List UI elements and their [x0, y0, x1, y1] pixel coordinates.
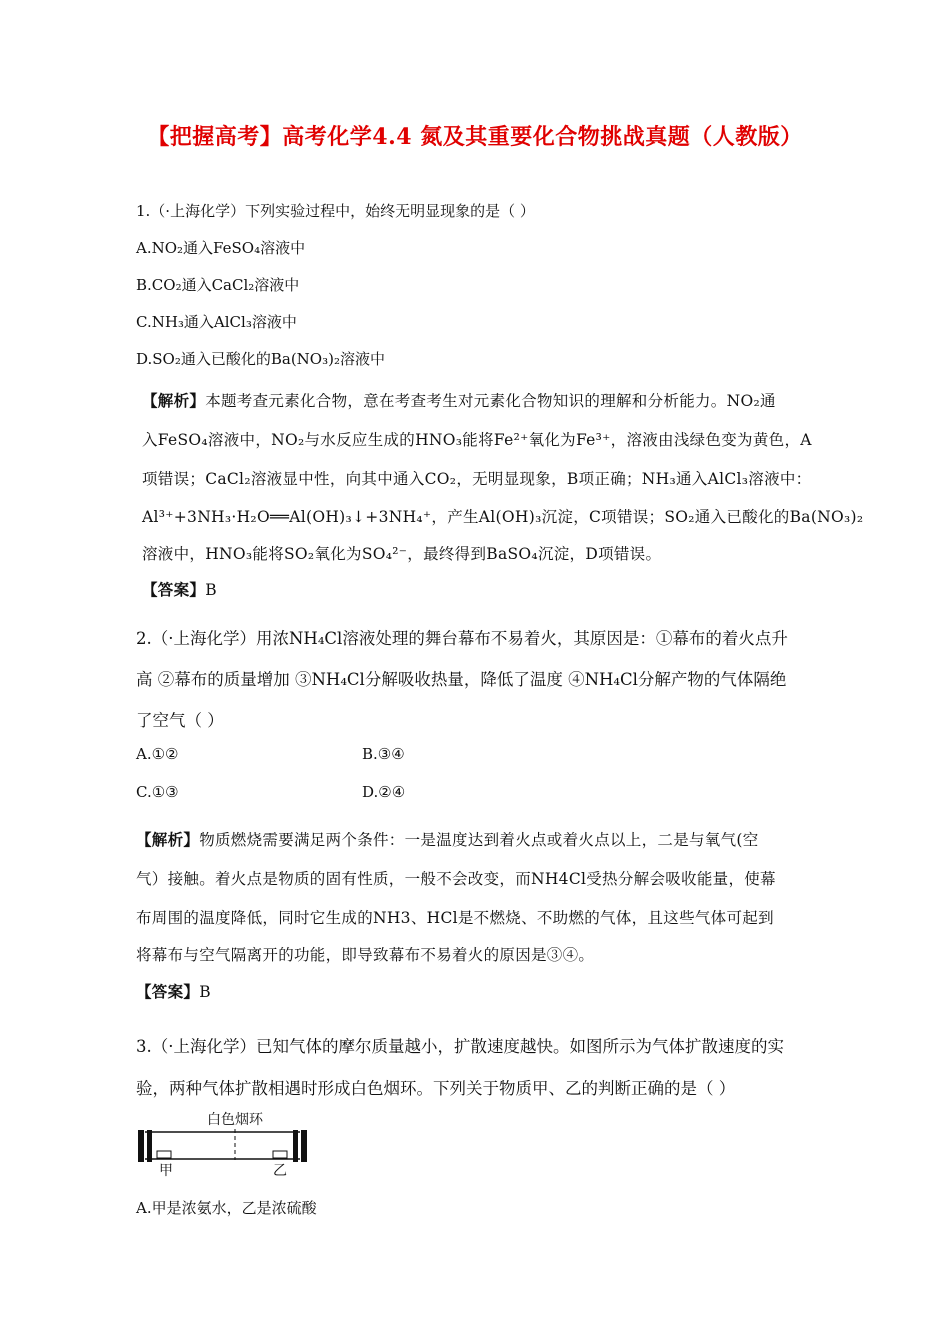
q1-option-c: C.NH₃通入AlCl₃溶液中	[136, 313, 297, 331]
q3-stem-line: 验，两种气体扩散相遇时形成白色烟环。下列关于物质甲、乙的判断正确的是（ ）	[136, 1079, 736, 1098]
q1-analysis-text: 本题考查元素化合物，意在考查考生对元素化合物知识的理解和分析能力。NO₂通	[205, 392, 776, 410]
q1-analysis-line: Al³⁺+3NH₃·H₂O══Al(OH)₃↓+3NH₄⁺，产生Al(OH)₃沉淀，C项错误；SO₂通入已酸化的Ba(NO₃)₂	[142, 508, 864, 526]
q1-answer	[142, 578, 217, 600]
q1-analysis-line	[142, 389, 776, 411]
right-stopper	[301, 1130, 307, 1162]
q2-analysis-text: 物质燃烧需要满足两个条件：一是温度达到着火点或着火点以上，二是与氧气(空	[199, 831, 759, 849]
q3-stem-line: 3.（·上海化学）已知气体的摩尔质量越小，扩散速度越快。如图所示为气体扩散速度的实	[136, 1037, 784, 1056]
q1-analysis-label: 【解析】	[142, 391, 206, 410]
q2-option-a: A.①②	[136, 745, 179, 763]
q2-option-d: D.②④	[362, 783, 406, 801]
q2-answer-label: 【答案】	[136, 982, 200, 1001]
q2-option-b: B.③④	[362, 745, 405, 763]
q1-answer-label: 【答案】	[142, 580, 206, 599]
q3-option-a: A.甲是浓氨水，乙是浓硫酸	[136, 1199, 317, 1217]
q1-option-a: A.NO₂通入FeSO₄溶液中	[136, 239, 306, 257]
left-stopper	[138, 1130, 144, 1162]
q2-analysis-line: 气）接触。着火点是物质的固有性质，一般不会改变，而NH4Cl受热分解会吸收能量，使幕	[136, 870, 776, 888]
ring-label: 白色烟环	[207, 1112, 263, 1128]
right-label: 乙	[273, 1163, 287, 1178]
left-stopper-inner	[147, 1130, 152, 1162]
q1-option-b: B.CO₂通入CaCl₂溶液中	[136, 276, 300, 294]
right-cotton	[273, 1151, 287, 1158]
q1-analysis-line: 入FeSO₄溶液中，NO₂与水反应生成的HNO₃能将Fe²⁺氧化为Fe³⁺，溶液由浅绿色变为黄色，A	[142, 431, 812, 449]
q2-stem-line: 2.（·上海化学）用浓NH₄Cl溶液处理的舞台幕布不易着火，其原因是：①幕布的着火点升	[136, 629, 788, 648]
q2-stem-line: 了空气（ ）	[136, 711, 224, 730]
q1-stem: 1.（·上海化学）下列实验过程中，始终无明显现象的是（ ）	[136, 202, 535, 220]
q2-analysis-line: 将幕布与空气隔离开的功能，即导致幕布不易着火的原因是③④。	[136, 946, 595, 964]
right-stopper-inner	[293, 1130, 298, 1162]
q2-analysis-line: 布周围的温度降低，同时它生成的NH3、HCl是不燃烧、不助燃的气体，且这些气体可起到	[136, 909, 774, 927]
q2-answer-value: B	[199, 983, 211, 1001]
q1-answer-value: B	[205, 581, 217, 599]
left-label: 甲	[159, 1163, 173, 1178]
q1-option-d: D.SO₂通入已酸化的Ba(NO₃)₂溶液中	[136, 350, 385, 368]
page-title: 【把握高考】高考化学4.4 氮及其重要化合物挑战真题（人教版）	[147, 124, 803, 150]
left-cotton	[157, 1151, 171, 1158]
q2-analysis-label: 【解析】	[136, 830, 200, 849]
q1-analysis-line: 溶液中，HNO₃能将SO₂氧化为SO₄²⁻，最终得到BaSO₄沉淀，D项错误。	[142, 545, 662, 563]
q2-stem-line: 高 ②幕布的质量增加 ③NH₄Cl分解吸收热量，降低了温度 ④NH₄Cl分解产物的气体隔绝	[136, 670, 787, 689]
q2-analysis-line	[136, 828, 759, 850]
q1-analysis-line: 项错误；CaCl₂溶液显中性，向其中通入CO₂，无明显现象，B项正确；NH₃通入AlCl₃溶液中：	[142, 470, 812, 488]
diffusion-tube-figure	[135, 1108, 315, 1178]
q2-option-c: C.①③	[136, 783, 179, 801]
q2-answer	[136, 980, 211, 1002]
